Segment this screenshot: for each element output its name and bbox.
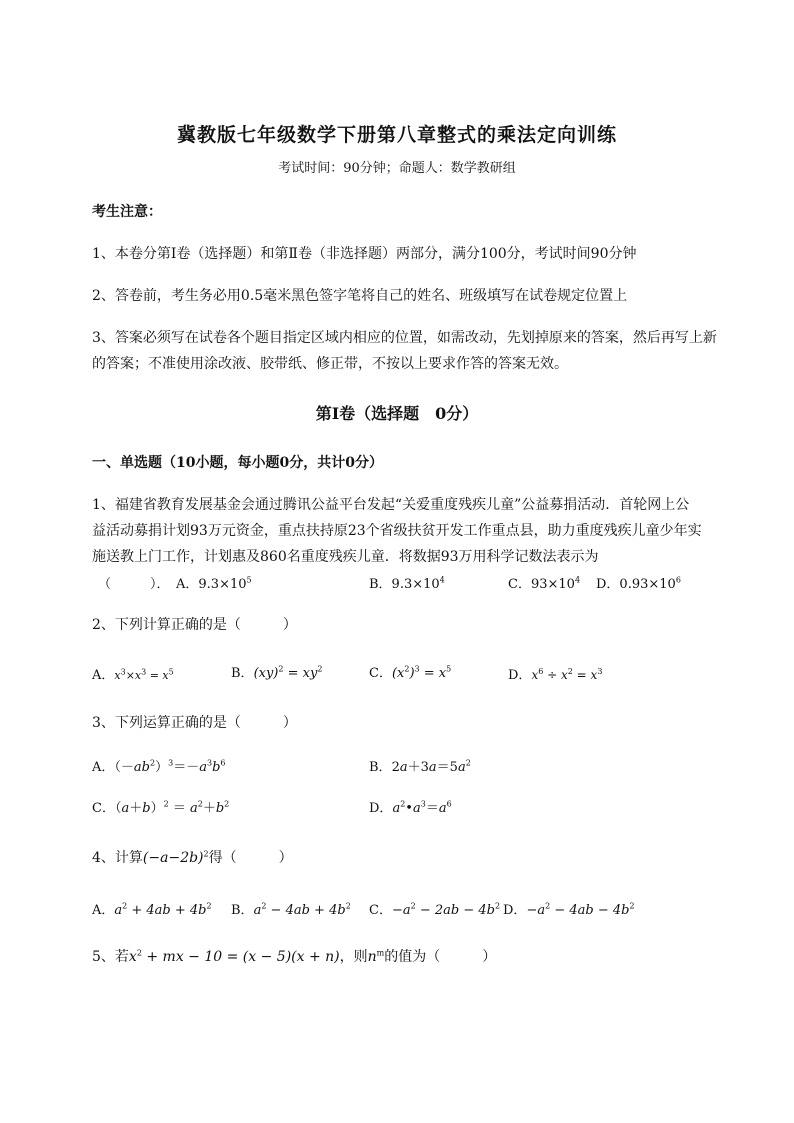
q1-option-c: C．$93\times 10^4$ <box>508 575 581 592</box>
q5-stem: 5、若$x^2$ + mx − 10 = (x − 5)(x + n)，则$n^m$的值为（ ） <box>92 948 497 965</box>
q4-option-a: A．$a^2 + 4ab + 4b^2$ <box>92 901 212 918</box>
q1-line-2: 益活动募捐计划93万元资金，重点扶持原23个省级扶贫开发工作重点县，助力重度残疾儿童少年实 <box>92 523 702 539</box>
q1-option-b: B．$9.3\times 10^4$ <box>369 575 445 592</box>
q4-stem: 4、计算$(-a-2b)^2$得（ ） <box>92 849 293 866</box>
q2-stem: 2、下列计算正确的是（ ） <box>92 617 297 633</box>
q3-stem: 3、下列运算正确的是（ ） <box>92 715 297 731</box>
section-title: 第Ⅰ卷（选择题 0分） <box>315 404 479 423</box>
q3-option-c: C．$(a+b)^2 = a^2+b^2$ <box>92 799 230 816</box>
part-heading: 一、单选题（10小题，每小题0分，共计0分） <box>92 455 383 471</box>
q1-line-3: 施送教上门工作，计划惠及860名重度残疾儿童．将数据93万用科学记数法表示为 <box>92 549 599 565</box>
notice-item-2: 2、答卷前，考生务必用0.5毫米黑色签字笔将自己的姓名、班级填写在试卷规定位置上 <box>92 288 628 304</box>
q2-option-c: C．$(x^2)^3 = x^5$ <box>369 664 452 681</box>
q4-option-b: B．$a^2 - 4ab + 4b^2$ <box>231 901 351 918</box>
q3-option-d: D．$a^2•a^3=a^6$ <box>369 799 452 816</box>
exam-info: 考试时间：90分钟；命题人：数学教研组 <box>278 161 516 176</box>
notice-heading: 考生注意： <box>92 204 162 220</box>
notice-item-3-line-1: 3、答案必须写在试卷各个题目指定区域内相应的位置，如需改动，先划掉原来的答案，然后再写上新 <box>92 330 717 346</box>
q4-option-d: D．$-a^2 - 4ab - 4b^2$ <box>503 901 635 918</box>
q2-option-a: A．$x^3\times x^3 = x^5$ <box>92 667 174 683</box>
q1-option-a: A．$9.3\times 10^5$ <box>176 575 252 592</box>
q3-option-b: B．$2a+3a=5a^2$ <box>369 758 471 775</box>
notice-item-1: 1、本卷分第Ⅰ卷（选择题）和第Ⅱ卷（非选择题）两部分，满分100分，考试时间90分钟 <box>92 246 637 262</box>
q1-option-d: D．$0.93\times 10^6$ <box>596 575 681 592</box>
q3-option-a: A．$(-ab^2)^3=-a^3b^6$ <box>92 758 226 775</box>
q1-line-1: 1、福建省教育发展基金会通过腾讯公益平台发起“关爱重度残疾儿童”公益募捐活动．首轮网上公 <box>92 497 690 513</box>
notice-item-3-line-2: 的答案；不准使用涂改液、胶带纸、修正带，不按以上要求作答的答案无效。 <box>92 356 568 372</box>
q2-option-d: D．$x^6 \div x^2 = x^3$ <box>508 667 603 683</box>
q1-answer-paren: （ ）． <box>98 577 170 592</box>
q2-option-b: B．$(xy)^2 = xy^2$ <box>231 664 323 681</box>
page-title: 冀教版七年级数学下册第八章整式的乘法定向训练 <box>176 124 617 146</box>
q4-option-c: C．$-a^2 - 2ab - 4b^2$ <box>369 901 501 918</box>
